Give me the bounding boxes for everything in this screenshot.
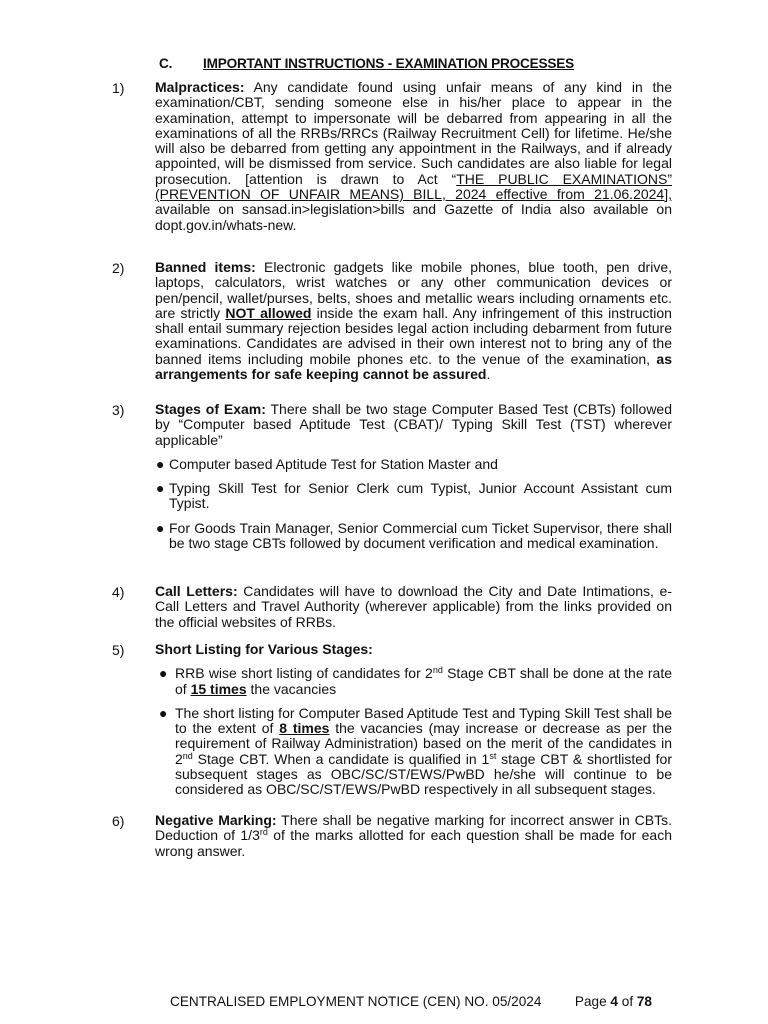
section-heading bbox=[159, 56, 574, 71]
item-number: 1) bbox=[112, 80, 125, 96]
item-text-tail: . bbox=[486, 366, 491, 383]
list-item: ● For Goods Train Manager, Senior Commercial cum Ticket Supervisor, there shall be two stage CBTs followed by document verification and medical examination. bbox=[156, 519, 672, 552]
footer-notice: CENTRALISED EMPLOYMENT NOTICE (CEN) NO. 05/2024 bbox=[170, 994, 542, 1009]
instruction-item-banned-items bbox=[112, 260, 672, 382]
instruction-item-short-listing bbox=[112, 642, 672, 798]
item-number: 4) bbox=[112, 584, 125, 600]
act-reference: THE PUBLIC EXAMINATIONS” (PREVENTION OF UNFAIR MEANS) BILL, 2024 effective from 21.06.2024], bbox=[155, 170, 672, 203]
item-label: Call Letters: bbox=[155, 583, 238, 599]
item-text-tail: available on sansad.in>legislation>bills and Gazette of India also available on dopt.gov.in/whats-new. bbox=[155, 201, 672, 233]
page-number: Page 4 of 78 bbox=[574, 994, 652, 1009]
item-number: 3) bbox=[112, 402, 125, 418]
item-label: Short Listing for Various Stages: bbox=[155, 641, 373, 657]
eight-times-emphasis: 8 times bbox=[279, 720, 330, 737]
instruction-item-negative-marking: 6) Negative Marking: There shall be negative marking for incorrect answer in CBTs. Deduction of 1/3rd of the marks allotted for each question shall be made for each wrong answer. bbox=[112, 812, 672, 859]
item-text-tail: of the marks allotted for each question shall be made for each wrong answer. bbox=[155, 827, 672, 859]
instruction-item-call-letters bbox=[112, 584, 672, 630]
fifteen-times-emphasis: 15 times bbox=[190, 680, 247, 697]
bullet-icon: ● bbox=[156, 519, 165, 536]
bullet-icon: ● bbox=[156, 480, 165, 497]
instruction-item-stages-of-exam bbox=[112, 402, 672, 551]
item-label: Stages of Exam: bbox=[155, 401, 266, 417]
bullet-icon: ● bbox=[159, 704, 168, 721]
item-text-2: inside the exam hall. Any infringement of this instruction shall entail summary rejection besides legal action including debarment from future examinations. Candidates are advised in their own interest not to bring any of the banned items including mobile phones etc. to the venue of the examination, bbox=[155, 304, 672, 367]
list-item: ● Computer based Aptitude Test for Station Master and bbox=[156, 455, 498, 472]
not-allowed-emphasis: NOT allowed bbox=[225, 304, 312, 321]
section-letter: C. bbox=[159, 56, 173, 71]
section-title: IMPORTANT INSTRUCTIONS - EXAMINATION PROCESSES bbox=[203, 56, 574, 71]
short-listing-bullet-list bbox=[155, 666, 672, 797]
list-item: ● The short listing for Computer Based Aptitude Test and Typing Skill Test shall be to the extent of 8 times the vacancies (may increase or decrease as per the requirement of Railway Administration) based on the merit of the candidates in 2nd Stage CBT. When a candidate is qualified in 1st stage CBT & shortlisted for subsequent stages as OBC/SC/ST/EWS/PwBD he/she will continue to be considered as OBC/SC/ST/EWS/PwBD respectively in all subsequent stages. bbox=[159, 704, 673, 798]
item-text: There shall be two stage Computer Based Test (CBTs) followed by “Computer based Aptitude Test (CBAT)/ Typing Skill Test (TST) wherever applicable” bbox=[155, 401, 672, 448]
stages-bullet-list bbox=[155, 457, 672, 551]
item-text: Candidates will have to download the City and Date Intimations, e-Call Letters and Travel Authority (wherever applicable) from the links provided on the official websites of RRBs. bbox=[155, 583, 672, 630]
bullet-icon: ● bbox=[156, 455, 165, 472]
list-item: ● RRB wise short listing of candidates for 2nd Stage CBT shall be done at the rate of 15 times the vacancies bbox=[159, 665, 672, 697]
list-item: ● Typing Skill Test for Senior Clerk cum Typist, Junior Account Assistant cum Typist. bbox=[156, 480, 672, 512]
item-label: Negative Marking: bbox=[155, 812, 277, 828]
item-number: 2) bbox=[112, 260, 125, 276]
item-label: Banned items: bbox=[155, 259, 256, 275]
safe-keeping-emphasis: as arrangements for safe keeping cannot be assured bbox=[155, 350, 672, 383]
item-number: 5) bbox=[112, 642, 125, 658]
item-text: There shall be negative marking for incorrect answer in CBTs. Deduction of 1/3 bbox=[155, 812, 672, 844]
item-text: Any candidate found using unfair means of any kind in the examination/CBT, sending someone else in his/her place to appear in the examination, attempt to impersonate will be debarred from appearing in all the examinations of all the RRBs/RRCs (Railway Recruitment Cell) for lifetime. He/she will also be debarred from getting any appointment in the Railways, and if already appointed, will be dismissed from service. Such candidates are also liable for legal prosecution. [attention is drawn to Act “ bbox=[155, 79, 672, 187]
item-number: 6) bbox=[112, 813, 125, 829]
bullet-icon: ● bbox=[159, 665, 168, 682]
item-text: Electronic gadgets like mobile phones, blue tooth, pen drive, laptops, calculators, wrist watches or any other communication devices or pen/pencil, wallet/purses, belts, shoes and metallic wears including ornaments etc. are strictly bbox=[155, 259, 673, 321]
instruction-item-malpractices bbox=[112, 80, 672, 233]
item-label: Malpractices: bbox=[155, 79, 245, 95]
